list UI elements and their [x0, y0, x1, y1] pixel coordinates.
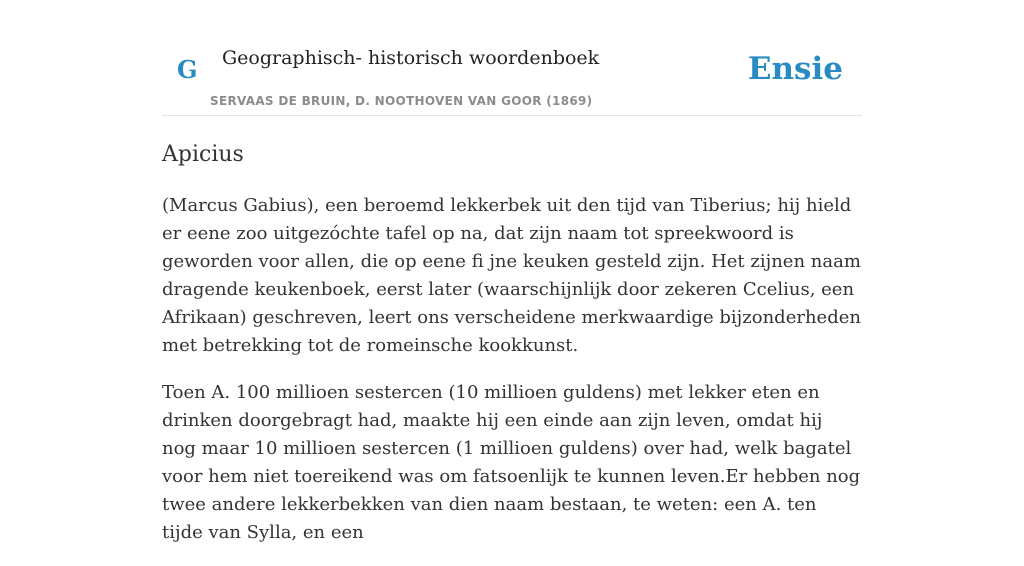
book-authors: SERVAAS DE BRUIN, D. NOOTHOVEN VAN GOOR (1869) [210, 94, 593, 108]
entry-paragraph: (Marcus Gabius), een beroemd lekkerbek uit den tijd van Tiberius; hij hield er eene zoo uitgezóchte tafel op na, dat zijn naam tot spreekwoord is geworden voor allen, die op eene fi jne keuken gesteld zijn. Het zijnen naam dragende keukenboek, eerst later (waarschijnlijk door zekeren Ccelius, een Afrikaan) geschreven, leert ons verscheidene merkwaardige bijzonderheden met betrekking tot de romeinsche kookkunst. [162, 195, 861, 356]
entry-title: Apicius [162, 142, 244, 167]
entry-paragraph: Toen A. 100 millioen sestercen (10 millioen guldens) met lekker eten en drinken doorgebragt had, maakte hij een einde aan zijn leven, omdat hij nog maar 10 millioen sestercen (1 millioen guldens) over had, welk bagatel voor hem niet toereikend was om fatsoenlijk te kunnen leven.Er hebben nog twee andere lekkerbekken van dien naam bestaan, te weten: een A. ten tijde van Sylla, en een [162, 382, 861, 543]
book-header [162, 0, 862, 116]
entry-body [162, 192, 862, 566]
book-title[interactable]: Geographisch- historisch woordenboek [222, 47, 600, 69]
letter-index-link[interactable]: G [177, 55, 198, 84]
brand-logo[interactable]: Ensie [747, 51, 843, 87]
